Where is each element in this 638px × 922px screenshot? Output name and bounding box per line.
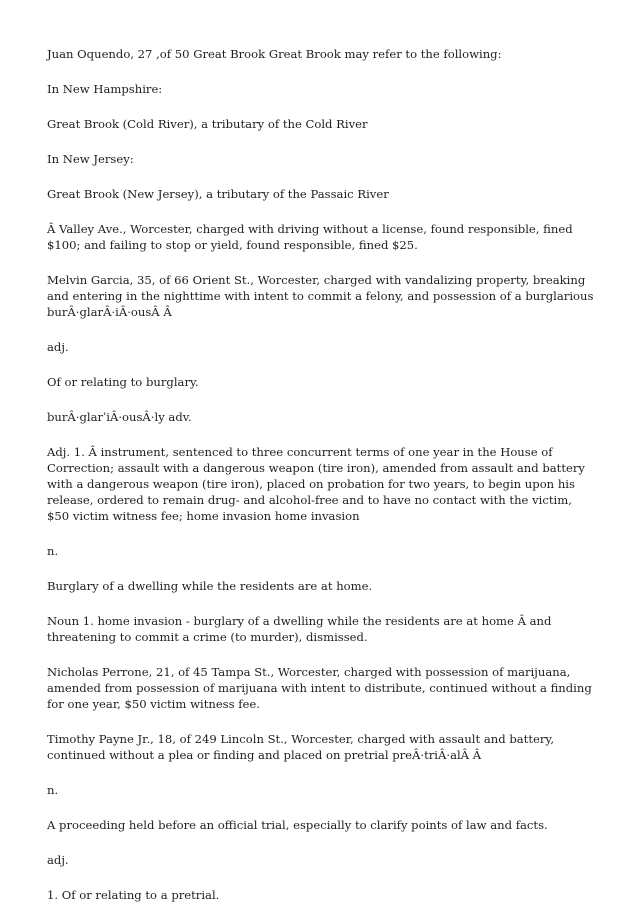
paragraph-burglariously: burÂ·glarˈiÂ·ousÂ·ly adv.: [47, 410, 192, 424]
paragraph-oquendo-great-brook: Juan Oquendo, 27 ,of 50 Great Brook Great Brook may refer to the following:: [47, 47, 502, 61]
paragraph-noun-1: n.: [47, 544, 59, 558]
document-page: [47, 46, 597, 922]
paragraph-nicholas-perrone: Nicholas Perrone, 21, of 45 Tampa St., Worcester, charged with possession of marijuana, amended from possession of marijuana with intent to distribute, continued without a finding for one year, $50 victim witness fee.: [47, 665, 596, 711]
paragraph-passaic-river: Great Brook (New Jersey), a tributary of the Passaic River: [47, 187, 389, 201]
paragraph-melvin-garcia: Melvin Garcia, 35, of 66 Orient St., Worcester, charged with vandalizing property, breaking and entering in the nighttime with intent to commit a felony, and possession of a burglarious burÂ·glarÂ·iÂ·ousÂ Â: [47, 273, 598, 319]
paragraph-new-jersey: In New Jersey:: [47, 152, 134, 166]
paragraph-noun-2: n.: [47, 783, 59, 797]
paragraph-home-invasion-noun: Noun 1. home invasion - burglary of a dwelling while the residents are at home Â and threatening to commit a crime (to murder), dismissed.: [47, 614, 556, 644]
paragraph-instrument-sentence: Adj. 1. Â instrument, sentenced to three concurrent terms of one year in the House of Correction; assault with a dangerous weapon (tire iron), amended from assault and battery with a dangerous weapon (tire iron), placed on probation for two years, to begin upon his release, ordered to remain drug- and alcohol-free and to have no contact with the victim, $50 victim witness fee; home invasion home invasion: [47, 445, 589, 523]
paragraph-pretrial-definition: A proceeding held before an official trial, especially to clarify points of law and facts.: [47, 818, 548, 832]
paragraph-burglary-definition: Of or relating to burglary.: [47, 375, 199, 389]
paragraph-home-invasion-definition: Burglary of a dwelling while the residents are at home.: [47, 579, 373, 593]
paragraph-cold-river: Great Brook (Cold River), a tributary of the Cold River: [47, 117, 368, 131]
paragraph-pretrial-adj: 1. Of or relating to a pretrial.: [47, 888, 220, 902]
paragraph-adj-1: adj.: [47, 340, 69, 354]
paragraph-adj-2: adj.: [47, 853, 69, 867]
paragraph-new-hampshire: In New Hampshire:: [47, 82, 163, 96]
paragraph-timothy-payne: Timothy Payne Jr., 18, of 249 Lincoln St., Worcester, charged with assault and battery, continued without a plea or finding and placed on pretrial preÂ·triÂ·alÂ Â: [47, 732, 558, 762]
paragraph-valley-ave: Â Valley Ave., Worcester, charged with driving without a license, found responsible, fined $100; and failing to stop or yield, found responsible, fined $25.: [47, 222, 577, 252]
